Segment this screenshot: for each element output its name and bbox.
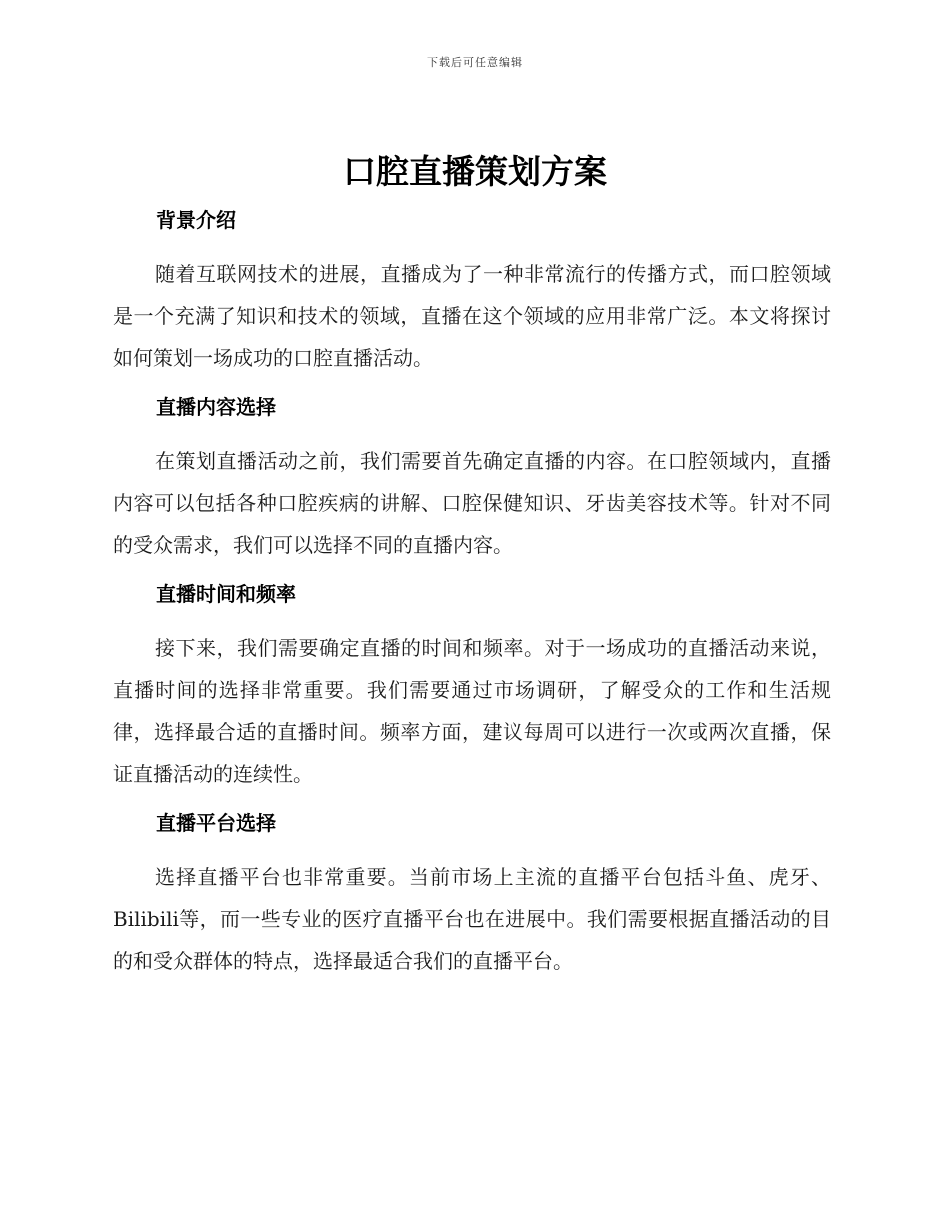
section-paragraph: 接下来，我们需要确定直播的时间和频率。对于一场成功的直播活动来说，直播时间的选择非常重要。我们需要通过市场调研，了解受众的工作和生活规律，选择最合适的直播时间。频率方面，建议每周可以进行一次或两次直播，保证直播活动的连续性。 [113, 636, 831, 786]
section-heading: 直播平台选择 [156, 811, 276, 835]
section-heading: 直播时间和频率 [156, 582, 296, 606]
document-title: 口腔直播策划方案 [343, 152, 607, 191]
document-content [113, 202, 831, 992]
header-note: 下载后可任意编辑 [427, 56, 523, 69]
section-content-selection [113, 389, 831, 566]
section-paragraph: 选择直播平台也非常重要。当前市场上主流的直播平台包括斗鱼、虎牙、Bilibili等，而一些专业的医疗直播平台也在进展中。我们需要根据直播活动的目的和受众群体的特点，选择最适合我们的直播平台。 [113, 865, 831, 973]
section-heading: 直播内容选择 [156, 395, 276, 419]
section-time-frequency [113, 576, 831, 795]
section-heading: 背景介绍 [156, 208, 236, 232]
section-platform-selection [113, 805, 831, 982]
section-paragraph: 随着互联网技术的进展，直播成为了一种非常流行的传播方式，而口腔领域是一个充满了知识和技术的领域，直播在这个领域的应用非常广泛。本文将探讨如何策划一场成功的口腔直播活动。 [113, 262, 831, 370]
section-paragraph: 在策划直播活动之前，我们需要首先确定直播的内容。在口腔领域内，直播内容可以包括各种口腔疾病的讲解、口腔保健知识、牙齿美容技术等。针对不同的受众需求，我们可以选择不同的直播内容。 [113, 449, 831, 557]
section-background [113, 202, 831, 379]
